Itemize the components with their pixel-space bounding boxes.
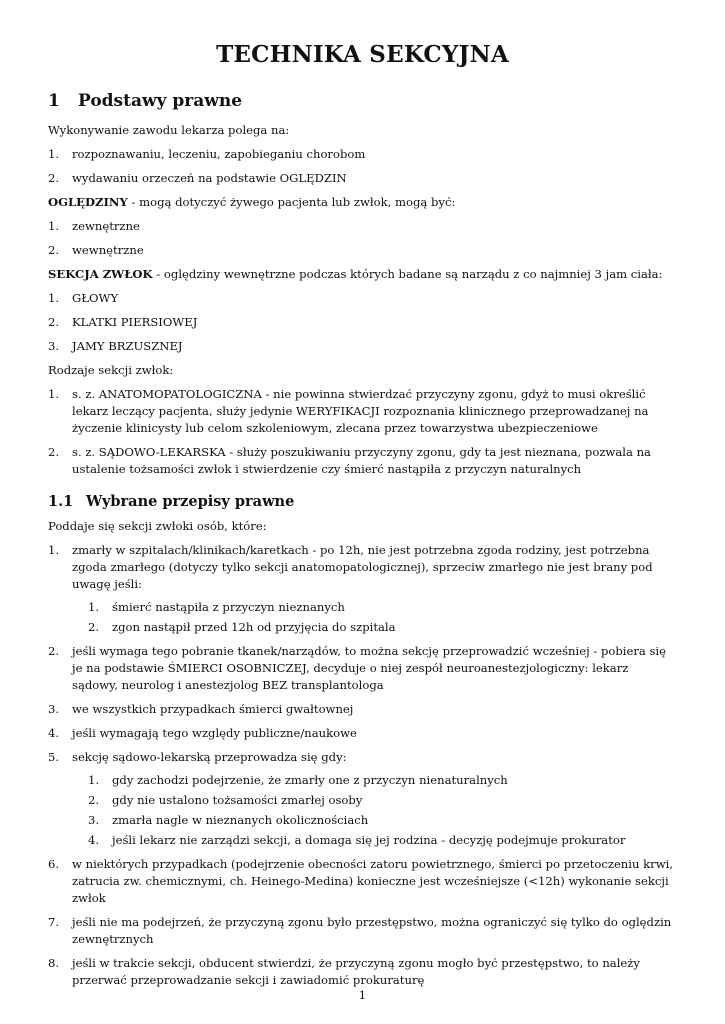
section-heading-podstawy-prawne [48, 90, 677, 112]
sublist [72, 772, 677, 849]
sublist-item [72, 812, 677, 829]
list-item-text: GŁOWY [72, 291, 119, 305]
list-item [48, 314, 677, 331]
list-marker: 1. [48, 291, 60, 305]
sublist-item [72, 832, 677, 849]
list-marker: 4. [88, 833, 100, 847]
list-marker: 2. [88, 620, 100, 634]
list-item [48, 955, 677, 989]
list-item-text: zmarła nagle w nieznanych okolicznościach [112, 813, 369, 827]
list-item-text: we wszystkich przypadkach śmierci gwałtownej [72, 702, 354, 716]
sublist-item [72, 619, 677, 636]
sublist-item [72, 599, 677, 616]
list-marker: 2. [48, 315, 60, 329]
list-item-text: jeśli wymaga tego pobranie tkanek/narządów, to można sekcję przeprowadzić wcześniej - pobiera się je na podstawie ŚMIERCI OSOBNICZEJ, decyduje o niej zespół neuroanestezjologiczny: lekarz sądowy, neurolog i anestezjolog BEZ transplantologa [72, 644, 667, 692]
list-item-text: jeśli nie ma podejrzeń, że przyczyną zgonu było przestępstwo, można ograniczyć się tylko do oględzin zewnętrznych [72, 915, 672, 946]
ogledziny-definition: - mogą dotyczyć żywego pacjenta lub zwłok, mogą być: [127, 195, 456, 209]
intro-paragraph: Wykonywanie zawodu lekarza polega na: [48, 123, 290, 137]
list-item [48, 290, 677, 307]
subsection-number: 1.1 [48, 493, 74, 510]
list-marker: 2. [48, 171, 60, 185]
sekcja-paragraph [48, 266, 677, 283]
list-item [48, 856, 677, 907]
list-marker: 1. [48, 543, 60, 557]
list-item [48, 146, 677, 163]
page-number: 1 [358, 988, 367, 1002]
list-item-text: rozpoznawaniu, leczeniu, zapobieganiu chorobom [72, 147, 366, 161]
list-item [48, 725, 677, 742]
rodzaje-paragraph: Rodzaje sekcji zwłok: [48, 363, 174, 377]
list-marker: 6. [48, 857, 60, 871]
list-item-text: śmierć nastąpiła z przyczyn nieznanych [112, 600, 345, 614]
sublist [72, 599, 677, 636]
section-number: 1 [48, 91, 60, 111]
list-item-text: JAMY BRZUSZNEJ [72, 339, 183, 353]
list-marker: 2. [48, 243, 60, 257]
list-item-text: sekcję sądowo-lekarską przeprowadza się gdy: [72, 750, 347, 764]
subsection-title: Wybrane przepisy prawne [86, 493, 295, 510]
list-item-text: zewnętrzne [72, 219, 140, 233]
list-item [48, 218, 677, 235]
list-marker: 1. [48, 147, 60, 161]
sublist-item [72, 772, 677, 789]
list-marker: 3. [48, 339, 60, 353]
list-marker: 3. [88, 813, 100, 827]
list-item [48, 643, 677, 694]
list-item [48, 170, 677, 187]
document-title: TECHNIKA SEKCYJNA [216, 41, 509, 68]
list-item [48, 542, 677, 636]
list-marker: 1. [48, 387, 60, 401]
subsection-intro: Poddaje się sekcji zwłoki osób, które: [48, 519, 267, 533]
sekcja-term: SEKCJA ZWŁOK [48, 267, 153, 281]
list-item-text: KLATKI PIERSIOWEJ [72, 315, 198, 329]
list-ogledziny [48, 218, 677, 259]
list-marker: 1. [48, 219, 60, 233]
list-item-text: w niektórych przypadkach (podejrzenie obecności zatoru powietrznego, śmierci po przetoczeniu krwi, zatrucia zw. chemicznymi, ch. Heinego-Medina) konieczne jest wcześniejsze (<12h) wykonanie sekcji zwłok [72, 857, 674, 905]
list-zawod-lekarza [48, 146, 677, 187]
list-item [48, 386, 677, 437]
ogledziny-paragraph [48, 194, 677, 211]
list-jamy-ciala [48, 290, 677, 355]
list-item-text: zmarły w szpitalach/klinikach/karetkach - po 12h, nie jest potrzebna zgoda rodziny, jest potrzebna zgoda zmarłego (dotyczy tylko sekcji anatomopatologicznej), sprzeciw zmarłego nie jest brany pod uwagę jeśli: [72, 543, 653, 591]
list-item [48, 242, 677, 259]
section-title: Podstawy prawne [78, 91, 243, 111]
list-marker: 4. [48, 726, 60, 740]
list-marker: 2. [48, 644, 60, 658]
list-marker: 2. [88, 793, 100, 807]
list-item [48, 338, 677, 355]
list-item [48, 701, 677, 718]
list-marker: 5. [48, 750, 60, 764]
list-marker: 1. [88, 600, 100, 614]
list-item-text: wydawaniu orzeczeń na podstawie OGLĘDZIN [72, 171, 347, 185]
list-rodzaje-sekcji [48, 386, 677, 478]
list-item-text: s. z. SĄDOWO-LEKARSKA - służy poszukiwaniu przyczyny zgonu, gdy ta jest nieznana, pozwala na ustalenie tożsamości zwłok i stwierdzenie czy śmierć nastąpiła z przyczyn naturalnych [72, 445, 651, 476]
list-marker: 1. [88, 773, 100, 787]
list-item-text: wewnętrzne [72, 243, 144, 257]
list-marker: 7. [48, 915, 60, 929]
list-item-text: jeśli w trakcie sekcji, obducent stwierdzi, że przyczyną zgonu mogło być przestępstwo, to należy przerwać przeprowadzanie sekcji i zawiadomić prokuraturę [72, 956, 640, 987]
sekcja-definition: - oględziny wewnętrzne podczas których badane są narządu z co najmniej 3 jam ciała: [152, 267, 663, 281]
sublist-item [72, 792, 677, 809]
list-item-text: gdy zachodzi podejrzenie, że zmarły one z przyczyn nienaturalnych [112, 773, 508, 787]
ogledziny-term: OGLĘDZINY [48, 195, 128, 209]
list-item-text: jeśli wymagają tego względy publiczne/naukowe [72, 726, 357, 740]
list-item-text: s. z. ANATOMOPATOLOGICZNA - nie powinna stwierdzać przyczyny zgonu, gdyż to musi określić lekarz leczący pacjenta, służy jedynie WERYFIKACJI rozpoznania klinicznego przeprowadzanej na życzenie klinicysty lub celom szkoleniowym, zlecana przez towarzystwa ubezpieczeniowe [72, 387, 649, 435]
list-marker: 8. [48, 956, 60, 970]
list-marker: 2. [48, 445, 60, 459]
list-item-text: jeśli lekarz nie zarządzi sekcji, a domaga się jej rodzina - decyzję podejmuje prokurator [112, 833, 626, 847]
list-item-text: zgon nastąpił przed 12h od przyjęcia do szpitala [112, 620, 396, 634]
list-item [48, 444, 677, 478]
list-item [48, 914, 677, 948]
list-item [48, 749, 677, 849]
list-marker: 3. [48, 702, 60, 716]
list-item-text: gdy nie ustalono tożsamości zmarłej osoby [112, 793, 363, 807]
subsection-heading-wybrane-przepisy [48, 492, 677, 512]
list-przepisy [48, 542, 677, 989]
